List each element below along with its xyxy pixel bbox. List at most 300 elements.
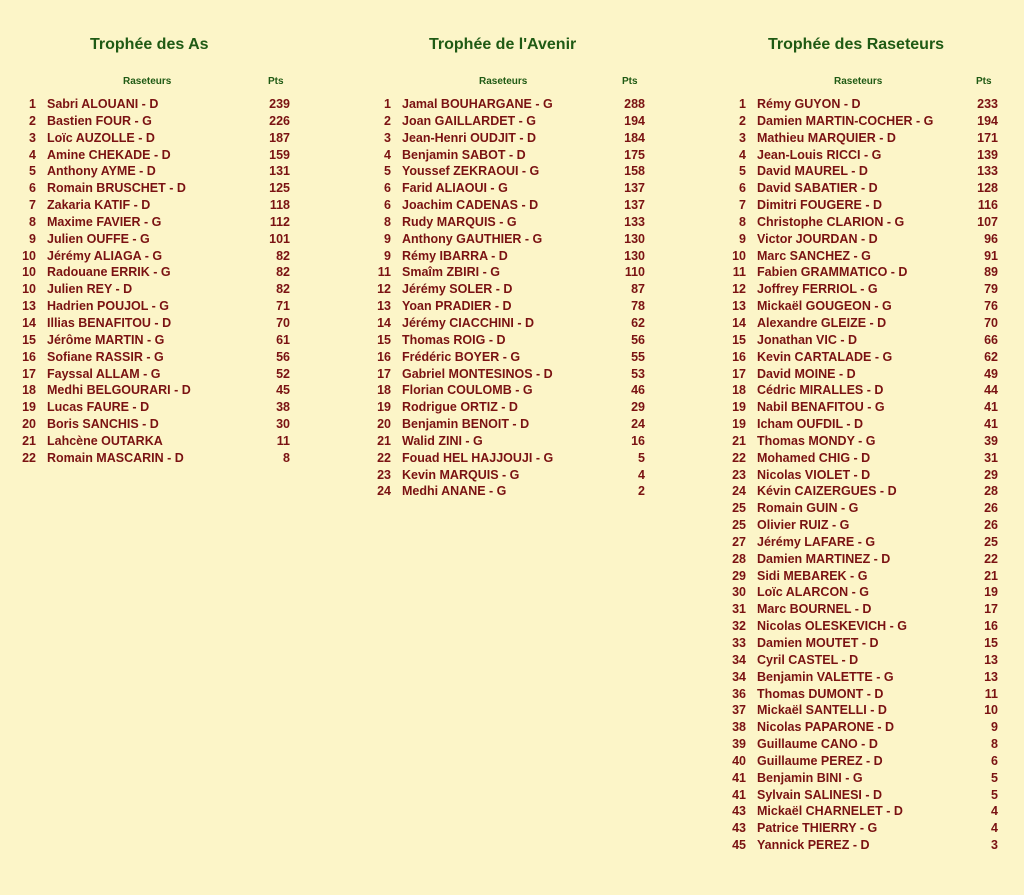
list-item bbox=[355, 163, 655, 180]
list-item bbox=[0, 180, 300, 197]
raseteur-name: Jérémy SOLER - D bbox=[402, 282, 513, 297]
list-item bbox=[0, 163, 300, 180]
rank: 6 bbox=[29, 181, 36, 196]
header-pts: Pts bbox=[976, 76, 992, 87]
list-item bbox=[710, 467, 1010, 484]
raseteur-name: Kevin MARQUIS - G bbox=[402, 467, 520, 482]
points: 2 bbox=[638, 484, 645, 499]
rank: 25 bbox=[732, 501, 746, 516]
points: 56 bbox=[631, 332, 645, 347]
list-item bbox=[710, 231, 1010, 248]
points: 45 bbox=[276, 383, 290, 398]
list-item bbox=[710, 686, 1010, 703]
points: 116 bbox=[977, 198, 998, 213]
raseteur-name: Thomas DUMONT - D bbox=[757, 686, 884, 701]
points: 125 bbox=[269, 181, 290, 196]
points: 82 bbox=[276, 248, 290, 263]
rank: 10 bbox=[22, 282, 36, 297]
points: 66 bbox=[984, 332, 998, 347]
points: 4 bbox=[991, 804, 998, 819]
raseteur-name: Alexandre GLEIZE - D bbox=[757, 315, 887, 330]
list-item bbox=[710, 669, 1010, 686]
list-item bbox=[0, 298, 300, 315]
points: 39 bbox=[984, 433, 998, 448]
rank: 21 bbox=[732, 433, 746, 448]
rank: 16 bbox=[22, 349, 36, 364]
points: 87 bbox=[631, 282, 645, 297]
list-item bbox=[710, 803, 1010, 820]
list-item bbox=[0, 113, 300, 130]
rank: 21 bbox=[22, 433, 36, 448]
rank: 6 bbox=[384, 198, 391, 213]
rank: 34 bbox=[732, 652, 746, 667]
rank: 38 bbox=[732, 720, 746, 735]
rank: 23 bbox=[377, 467, 391, 482]
list-item bbox=[710, 248, 1010, 265]
points: 28 bbox=[984, 484, 998, 499]
rank: 18 bbox=[22, 383, 36, 398]
points: 3 bbox=[991, 838, 998, 853]
header-raseteurs: Raseteurs bbox=[834, 76, 883, 87]
list-item bbox=[355, 281, 655, 298]
list-item bbox=[0, 382, 300, 399]
raseteur-name: Jean-Henri OUDJIT - D bbox=[402, 130, 537, 145]
ranking-list bbox=[710, 96, 1010, 854]
list-item bbox=[710, 366, 1010, 383]
points: 239 bbox=[269, 97, 290, 111]
points: 226 bbox=[269, 113, 290, 128]
points: 46 bbox=[631, 383, 645, 398]
points: 96 bbox=[984, 231, 998, 246]
rank: 9 bbox=[384, 231, 391, 246]
list-item bbox=[710, 500, 1010, 517]
raseteur-name: Thomas ROIG - D bbox=[402, 332, 506, 347]
raseteur-name: Olivier RUIZ - G bbox=[757, 518, 850, 533]
raseteur-name: Farid ALIAOUI - G bbox=[402, 181, 508, 196]
points: 91 bbox=[984, 248, 998, 263]
raseteur-name: Victor JOURDAN - D bbox=[757, 231, 878, 246]
list-item bbox=[0, 197, 300, 214]
raseteur-name: Kévin CAIZERGUES - D bbox=[757, 484, 897, 499]
points: 55 bbox=[631, 349, 645, 364]
list-item bbox=[710, 820, 1010, 837]
points: 233 bbox=[977, 97, 998, 111]
points: 110 bbox=[624, 265, 645, 280]
raseteur-name: Amine CHEKADE - D bbox=[47, 147, 171, 162]
points: 130 bbox=[624, 248, 645, 263]
list-item bbox=[710, 349, 1010, 366]
raseteur-name: Christophe CLARION - G bbox=[757, 214, 905, 229]
list-item bbox=[710, 180, 1010, 197]
header-raseteurs: Raseteurs bbox=[479, 76, 528, 87]
rank: 40 bbox=[732, 753, 746, 768]
rank: 20 bbox=[22, 417, 36, 432]
list-item bbox=[355, 214, 655, 231]
raseteur-name: Patrice THIERRY - G bbox=[757, 821, 878, 836]
rank: 4 bbox=[29, 147, 36, 162]
raseteur-name: Kevin CARTALADE - G bbox=[757, 349, 893, 364]
rank: 12 bbox=[377, 282, 391, 297]
rank: 18 bbox=[732, 383, 746, 398]
rank: 9 bbox=[739, 231, 746, 246]
list-item bbox=[0, 130, 300, 147]
list-item bbox=[355, 264, 655, 281]
rank: 39 bbox=[732, 737, 746, 752]
list-item bbox=[355, 366, 655, 383]
points: 15 bbox=[984, 636, 998, 650]
rank: 17 bbox=[22, 366, 36, 381]
list-item bbox=[0, 433, 300, 450]
points: 41 bbox=[984, 400, 998, 415]
rank: 13 bbox=[22, 299, 36, 314]
points: 21 bbox=[984, 568, 998, 583]
rank: 14 bbox=[377, 315, 391, 330]
raseteur-name: Maxime FAVIER - G bbox=[47, 214, 162, 229]
raseteur-name: Florian COULOMB - G bbox=[402, 383, 533, 398]
raseteur-name: Loïc ALARCON - G bbox=[757, 585, 870, 600]
rank: 22 bbox=[22, 450, 36, 465]
raseteur-name: Boris SANCHIS - D bbox=[47, 417, 159, 432]
raseteur-name: Romain MASCARIN - D bbox=[47, 450, 184, 465]
list-item bbox=[710, 163, 1010, 180]
raseteur-name: Zakaria KATIF - D bbox=[47, 198, 151, 213]
raseteur-name: Dimitri FOUGERE - D bbox=[757, 198, 883, 213]
raseteur-name: Mathieu MARQUIER - D bbox=[757, 130, 896, 145]
list-item bbox=[710, 584, 1010, 601]
list-item bbox=[355, 147, 655, 164]
points: 137 bbox=[624, 198, 645, 213]
column-title: Trophée des As bbox=[90, 36, 209, 53]
points: 131 bbox=[269, 164, 290, 179]
points: 194 bbox=[977, 113, 998, 128]
raseteur-name: Damien MOUTET - D bbox=[757, 636, 879, 650]
list-item bbox=[710, 130, 1010, 147]
points: 107 bbox=[977, 214, 998, 229]
rank: 3 bbox=[739, 130, 746, 145]
list-item bbox=[710, 483, 1010, 500]
list-item bbox=[710, 281, 1010, 298]
raseteur-name: Nicolas PAPARONE - D bbox=[757, 720, 895, 735]
raseteur-name: Benjamin BENOIT - D bbox=[402, 417, 530, 432]
raseteur-name: Loïc AUZOLLE - D bbox=[47, 130, 155, 145]
points: 8 bbox=[991, 737, 998, 752]
points: 11 bbox=[276, 433, 290, 448]
rank: 1 bbox=[29, 97, 36, 111]
rank: 9 bbox=[29, 231, 36, 246]
points: 56 bbox=[276, 349, 290, 364]
points: 159 bbox=[269, 147, 290, 162]
list-item bbox=[710, 96, 1010, 113]
rank: 18 bbox=[377, 383, 391, 398]
rank: 45 bbox=[732, 838, 746, 853]
header-pts: Pts bbox=[268, 76, 284, 87]
rank: 19 bbox=[377, 400, 391, 415]
column-title: Trophée de l'Avenir bbox=[429, 36, 577, 53]
raseteur-name: Marc SANCHEZ - G bbox=[757, 248, 871, 263]
rank: 25 bbox=[732, 518, 746, 533]
rank: 10 bbox=[22, 265, 36, 280]
list-item bbox=[710, 416, 1010, 433]
points: 26 bbox=[984, 501, 998, 516]
rank: 8 bbox=[384, 214, 391, 229]
points: 187 bbox=[269, 130, 290, 145]
points: 13 bbox=[984, 669, 998, 684]
raseteur-name: Rémy GUYON - D bbox=[757, 97, 861, 111]
rank: 6 bbox=[384, 181, 391, 196]
list-item bbox=[355, 382, 655, 399]
raseteur-name: Icham OUFDIL - D bbox=[757, 417, 864, 432]
points: 133 bbox=[624, 214, 645, 229]
raseteur-name: Jérémy LAFARE - G bbox=[757, 534, 876, 549]
raseteur-name: Damien MARTINEZ - D bbox=[757, 551, 891, 566]
rank: 11 bbox=[377, 265, 391, 280]
raseteur-name: Benjamin SABOT - D bbox=[402, 147, 526, 162]
rank: 4 bbox=[739, 147, 746, 162]
points: 118 bbox=[269, 198, 290, 213]
raseteur-name: Anthony GAUTHIER - G bbox=[402, 231, 543, 246]
rank: 2 bbox=[739, 113, 746, 128]
points: 78 bbox=[631, 299, 645, 314]
list-item bbox=[355, 315, 655, 332]
raseteur-name: Fabien GRAMMATICO - D bbox=[757, 265, 908, 280]
list-item bbox=[0, 349, 300, 366]
points: 76 bbox=[984, 299, 998, 314]
raseteur-name: Smaîm ZBIRI - G bbox=[402, 265, 500, 280]
raseteur-name: Joffrey FERRIOL - G bbox=[757, 282, 878, 297]
points: 52 bbox=[276, 366, 290, 381]
points: 62 bbox=[631, 315, 645, 330]
points: 184 bbox=[624, 130, 645, 145]
list-item bbox=[0, 399, 300, 416]
list-item bbox=[0, 416, 300, 433]
raseteur-name: Jérémy ALIAGA - G bbox=[47, 248, 163, 263]
list-item bbox=[355, 433, 655, 450]
points: 137 bbox=[624, 181, 645, 196]
points: 30 bbox=[276, 417, 290, 432]
points: 71 bbox=[276, 299, 290, 314]
raseteur-name: Yannick PEREZ - D bbox=[757, 838, 870, 853]
points: 13 bbox=[984, 652, 998, 667]
rank: 5 bbox=[739, 164, 746, 179]
rank: 10 bbox=[22, 248, 36, 263]
raseteur-name: Damien MARTIN-COCHER - G bbox=[757, 113, 934, 128]
points: 16 bbox=[984, 619, 998, 634]
list-item bbox=[355, 130, 655, 147]
rank: 19 bbox=[22, 400, 36, 415]
rank: 41 bbox=[732, 787, 746, 802]
rank: 23 bbox=[732, 467, 746, 482]
points: 8 bbox=[283, 450, 290, 465]
rank: 37 bbox=[732, 703, 746, 718]
rank: 15 bbox=[22, 332, 36, 347]
raseteur-name: Sabri ALOUANI - D bbox=[47, 97, 159, 111]
raseteur-name: Radouane ERRIK - G bbox=[47, 265, 171, 280]
points: 49 bbox=[984, 366, 998, 381]
raseteur-name: Marc BOURNEL - D bbox=[757, 602, 872, 617]
points: 5 bbox=[991, 787, 998, 802]
rank: 29 bbox=[732, 568, 746, 583]
rank: 16 bbox=[377, 349, 391, 364]
raseteur-name: David SABATIER - D bbox=[757, 181, 878, 196]
list-item bbox=[710, 315, 1010, 332]
rank: 24 bbox=[732, 484, 746, 499]
raseteur-name: Jean-Louis RICCI - G bbox=[757, 147, 882, 162]
rank: 13 bbox=[377, 299, 391, 314]
points: 82 bbox=[276, 265, 290, 280]
points: 24 bbox=[631, 417, 645, 432]
raseteur-name: Mickaël SANTELLI - D bbox=[757, 703, 887, 718]
list-item bbox=[710, 197, 1010, 214]
raseteur-name: Medhi ANANE - G bbox=[402, 484, 507, 499]
list-item bbox=[710, 753, 1010, 770]
raseteur-name: Rémy IBARRA - D bbox=[402, 248, 508, 263]
rank: 2 bbox=[29, 113, 36, 128]
list-item bbox=[710, 450, 1010, 467]
raseteur-name: Mickaël CHARNELET - D bbox=[757, 804, 903, 819]
rank: 22 bbox=[732, 450, 746, 465]
points: 26 bbox=[984, 518, 998, 533]
points: 79 bbox=[984, 282, 998, 297]
points: 17 bbox=[984, 602, 998, 617]
raseteur-name: Nicolas VIOLET - D bbox=[757, 467, 871, 482]
raseteur-name: Nicolas OLESKEVICH - G bbox=[757, 619, 908, 634]
list-item bbox=[710, 770, 1010, 787]
rank: 3 bbox=[384, 130, 391, 145]
raseteur-name: Mohamed CHIG - D bbox=[757, 450, 871, 465]
points: 112 bbox=[269, 214, 290, 229]
list-item bbox=[0, 214, 300, 231]
points: 171 bbox=[977, 130, 998, 145]
raseteur-name: Youssef ZEKRAOUI - G bbox=[402, 164, 540, 179]
list-item bbox=[355, 113, 655, 130]
raseteur-name: Jonathan VIC - D bbox=[757, 332, 858, 347]
raseteur-name: Jérôme MARTIN - G bbox=[47, 332, 165, 347]
list-item bbox=[355, 416, 655, 433]
raseteur-name: Joachim CADENAS - D bbox=[402, 198, 539, 213]
rank: 17 bbox=[732, 366, 746, 381]
rank: 12 bbox=[732, 282, 746, 297]
list-item bbox=[710, 551, 1010, 568]
points: 158 bbox=[624, 164, 645, 179]
rank: 31 bbox=[732, 602, 746, 617]
list-item bbox=[0, 366, 300, 383]
points: 82 bbox=[276, 282, 290, 297]
rank: 7 bbox=[739, 198, 746, 213]
points: 16 bbox=[631, 433, 645, 448]
points: 139 bbox=[977, 147, 998, 162]
rank: 28 bbox=[732, 551, 746, 566]
list-item bbox=[0, 332, 300, 349]
raseteur-name: Julien REY - D bbox=[47, 282, 133, 297]
ranking-list bbox=[355, 96, 655, 500]
column-title: Trophée des Raseteurs bbox=[768, 36, 945, 53]
raseteur-name: Romain GUIN - G bbox=[757, 501, 859, 516]
points: 175 bbox=[624, 147, 645, 162]
points: 133 bbox=[977, 164, 998, 179]
raseteur-name: Sylvain SALINESI - D bbox=[757, 787, 883, 802]
list-item bbox=[710, 298, 1010, 315]
rank: 14 bbox=[22, 315, 36, 330]
list-item bbox=[355, 197, 655, 214]
points: 41 bbox=[984, 417, 998, 432]
rank: 6 bbox=[739, 181, 746, 196]
points: 19 bbox=[984, 585, 998, 600]
rank: 8 bbox=[739, 214, 746, 229]
rank: 20 bbox=[377, 417, 391, 432]
rank: 2 bbox=[384, 113, 391, 128]
list-item bbox=[355, 231, 655, 248]
rank: 22 bbox=[377, 450, 391, 465]
rank: 3 bbox=[29, 130, 36, 145]
rank: 1 bbox=[384, 97, 391, 111]
raseteur-name: Guillaume CANO - D bbox=[757, 737, 878, 752]
rank: 4 bbox=[384, 147, 391, 162]
points: 53 bbox=[631, 366, 645, 381]
column-trophee-des-as bbox=[0, 0, 300, 895]
points: 31 bbox=[984, 450, 998, 465]
raseteur-name: Gabriel MONTESINOS - D bbox=[402, 366, 553, 381]
points: 130 bbox=[624, 231, 645, 246]
list-item bbox=[0, 315, 300, 332]
raseteur-name: Thomas MONDY - G bbox=[757, 433, 876, 448]
points: 5 bbox=[991, 770, 998, 785]
list-item bbox=[355, 483, 655, 500]
points: 29 bbox=[984, 467, 998, 482]
list-item bbox=[355, 349, 655, 366]
list-item bbox=[0, 450, 300, 467]
points: 44 bbox=[984, 383, 998, 398]
rank: 9 bbox=[384, 248, 391, 263]
list-item bbox=[355, 399, 655, 416]
raseteur-name: Bastien FOUR - G bbox=[47, 113, 152, 128]
rank: 19 bbox=[732, 400, 746, 415]
rank: 41 bbox=[732, 770, 746, 785]
rank: 43 bbox=[732, 804, 746, 819]
points: 22 bbox=[984, 551, 998, 566]
list-item bbox=[710, 214, 1010, 231]
list-item bbox=[710, 652, 1010, 669]
raseteur-name: Lucas FAURE - D bbox=[47, 400, 150, 415]
header-raseteurs: Raseteurs bbox=[123, 76, 172, 87]
list-item bbox=[710, 568, 1010, 585]
points: 5 bbox=[638, 450, 645, 465]
raseteur-name: Yoan PRADIER - D bbox=[402, 299, 512, 314]
raseteur-name: Mickaël GOUGEON - G bbox=[757, 299, 892, 314]
raseteur-name: Rodrigue ORTIZ - D bbox=[402, 400, 518, 415]
rank: 15 bbox=[377, 332, 391, 347]
list-item bbox=[710, 534, 1010, 551]
list-item bbox=[710, 736, 1010, 753]
list-item bbox=[710, 635, 1010, 652]
points: 9 bbox=[991, 720, 998, 735]
rank: 43 bbox=[732, 821, 746, 836]
raseteur-name: Jamal BOUHARGANE - G bbox=[402, 97, 553, 111]
raseteur-name: Cyril CASTEL - D bbox=[757, 652, 859, 667]
list-item bbox=[710, 113, 1010, 130]
raseteur-name: Joan GAILLARDET - G bbox=[402, 113, 537, 128]
points: 11 bbox=[984, 686, 998, 701]
list-item bbox=[355, 450, 655, 467]
raseteur-name: Cédric MIRALLES - D bbox=[757, 383, 884, 398]
list-item bbox=[355, 180, 655, 197]
points: 128 bbox=[977, 181, 998, 196]
rank: 32 bbox=[732, 619, 746, 634]
list-item bbox=[0, 248, 300, 265]
list-item bbox=[710, 702, 1010, 719]
list-item bbox=[710, 147, 1010, 164]
list-item bbox=[710, 382, 1010, 399]
rank: 8 bbox=[29, 214, 36, 229]
